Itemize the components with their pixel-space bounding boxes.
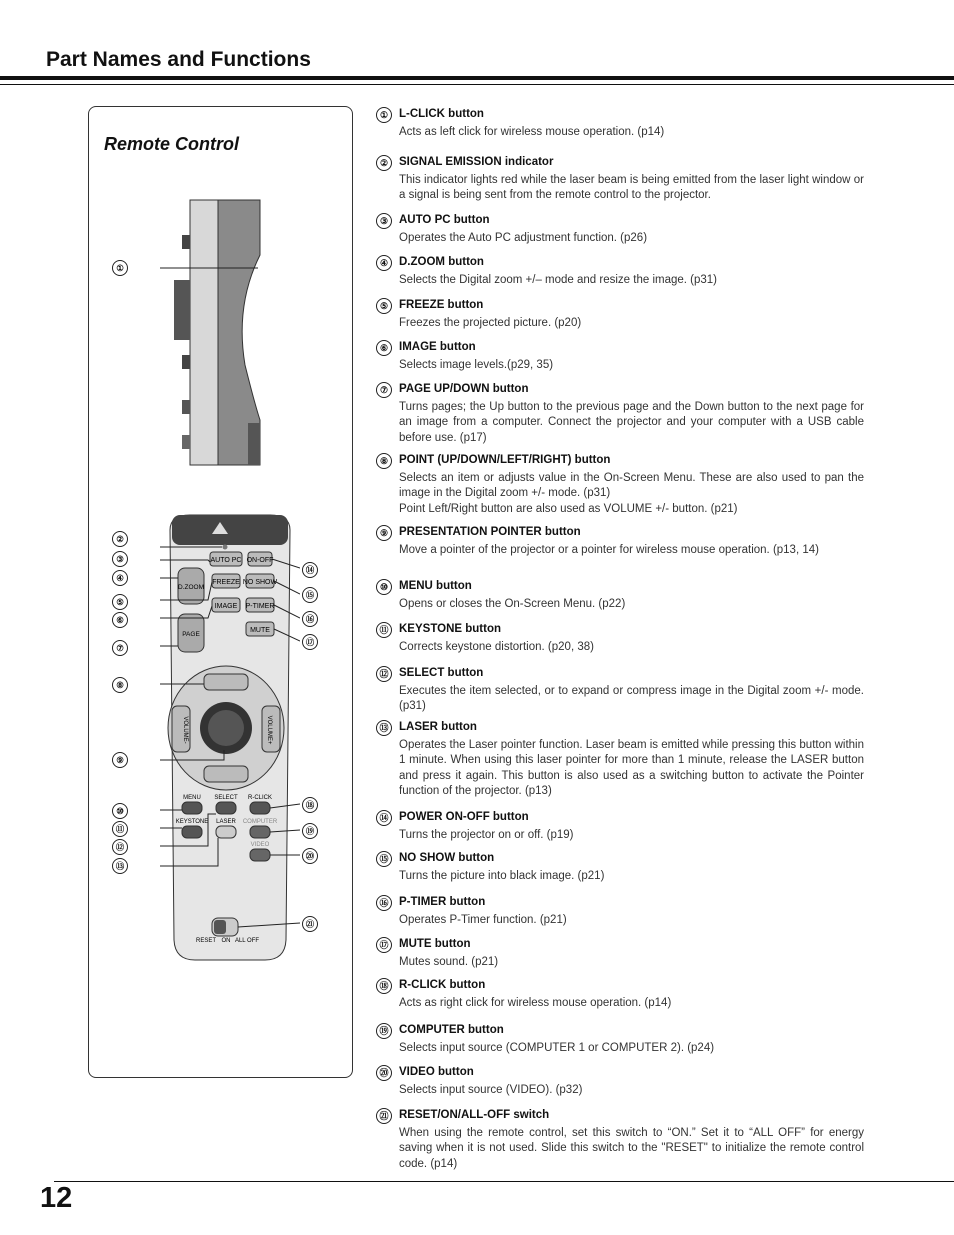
item-description: Freezes the projected picture. (p20) [399, 317, 582, 329]
remote-label-dzoom: D.ZOOM [178, 584, 204, 591]
item-description: Turns pages; the Up button to the previous page and the Down button to the next page for an image from a computer. Connect the projector and your computer with a USB cable before use. (p17) [399, 401, 864, 444]
item-description: Opens or closes the On-Screen Menu. (p22) [399, 598, 626, 610]
callout-1: ① [112, 260, 128, 276]
item-description: This indicator lights red while the laser beam is being emitted from the laser light window or a signal is being sent from the remote control to the projector. [399, 174, 864, 202]
item-number: ⑧ [376, 453, 392, 469]
remote-label-computer: COMPUTER [242, 819, 278, 825]
item-number: ⑥ [376, 340, 392, 356]
item-name: D.ZOOM button [399, 256, 484, 268]
callout-4: ④ [112, 570, 128, 586]
remote-label-volume-plus: VOLUME+ [266, 715, 272, 745]
callout-7: ⑦ [112, 640, 128, 656]
callout-8: ⑧ [112, 677, 128, 693]
remote-label-laser: LASER [216, 819, 236, 825]
callout-6: ⑥ [112, 612, 128, 628]
item-name: R-CLICK button [399, 979, 486, 991]
item-number: ② [376, 155, 392, 171]
panel-title: Remote Control [104, 134, 239, 154]
item-number: ⑨ [376, 525, 392, 541]
remote-label-volume-minus: VOLUME- [182, 716, 188, 744]
item-name: FREEZE button [399, 299, 484, 311]
item-name: COMPUTER button [399, 1024, 504, 1036]
item-name: MENU button [399, 580, 472, 592]
item-description: Mutes sound. (p21) [399, 956, 499, 968]
item-name: PAGE UP/DOWN button [399, 383, 529, 395]
callout-18: ⑱ [302, 797, 318, 813]
item-description: Executes the item selected, or to expand or compress image in the Digital zoom +/- mode. (p31) [399, 685, 864, 713]
item-name: MUTE button [399, 938, 471, 950]
item-name: KEYSTONE button [399, 623, 502, 635]
item-number: ⑩ [376, 579, 392, 595]
remote-label-page: PAGE [182, 631, 200, 638]
remote-label-menu: MENU [183, 795, 201, 801]
callout-10: ⑩ [112, 803, 128, 819]
item-number: ⑱ [376, 978, 392, 994]
remote-label-r-click: R-CLICK [247, 795, 273, 801]
item-name: LASER button [399, 721, 477, 733]
item-number: ⑬ [376, 720, 392, 736]
item-name: SELECT button [399, 667, 484, 679]
item-number: ⑳ [376, 1065, 392, 1081]
callout-12: ⑫ [112, 839, 128, 855]
remote-label-reset: RESET [195, 938, 217, 944]
item-number: ⑪ [376, 622, 392, 638]
item-name: VIDEO button [399, 1066, 474, 1078]
remote-label-no-show: NO SHOW [242, 579, 278, 586]
item-number: ⑭ [376, 810, 392, 826]
item-description: Selects an item or adjusts value in the On-Screen Menu. These are also used to pan the image in the Digital zoom +/- mode. (p31) Point Left/Right button are also used as VOLUME +/- button. (p21) [399, 472, 864, 515]
item-description: Selects input source (COMPUTER 1 or COMPUTER 2). (p24) [399, 1042, 715, 1054]
item-description: Operates P-Timer function. (p21) [399, 914, 567, 926]
item-number: ⑫ [376, 666, 392, 682]
callout-9: ⑨ [112, 752, 128, 768]
remote-label-auto-pc: AUTO PC [210, 557, 242, 564]
item-number: ⑲ [376, 1023, 392, 1039]
item-number: ⑤ [376, 298, 392, 314]
item-description: Operates the Laser pointer function. Laser beam is emitted while pressing this button within 1 minute. When using this laser pointer for more than 1 minute, release the LASER button and press it again. This button is also used as a switching button to activate the Pointer function of the projector. (p13) [399, 739, 864, 798]
item-name: POWER ON-OFF button [399, 811, 529, 823]
item-number: ⑮ [376, 851, 392, 867]
remote-label-on-off: ON-OFF [246, 557, 274, 564]
item-name: PRESENTATION POINTER button [399, 526, 581, 538]
item-description: Move a pointer of the projector or a pointer for wireless mouse operation. (p13, 14) [399, 544, 819, 556]
item-description: Turns the projector on or off. (p19) [399, 829, 574, 841]
callout-19: ⑲ [302, 823, 318, 839]
item-name: POINT (UP/DOWN/LEFT/RIGHT) button [399, 454, 611, 466]
callout-5: ⑤ [112, 594, 128, 610]
item-number: ⑰ [376, 937, 392, 953]
remote-label-image: IMAGE [214, 603, 238, 610]
callout-11: ⑪ [112, 821, 128, 837]
callout-13: ⑬ [112, 858, 128, 874]
callout-17: ⑰ [302, 634, 318, 650]
remote-label-p-timer: P-TIMER [245, 603, 275, 610]
item-description: When using the remote control, set this switch to “ON.” Set it to “ALL OFF” for energy saving when it is not used. Slide this switch to the "RESET" to initialize the remote control code. (p14) [399, 1127, 864, 1170]
item-description: Operates the Auto PC adjustment function. (p26) [399, 232, 648, 244]
page-title: Part Names and Functions [46, 48, 311, 71]
item-number: ⑯ [376, 895, 392, 911]
header-rule-thick [0, 76, 954, 80]
item-number: ④ [376, 255, 392, 271]
remote-label-keystone: KEYSTONE [175, 819, 209, 825]
callout-3: ③ [112, 551, 128, 567]
item-description: Selects the Digital zoom +/– mode and resize the image. (p31) [399, 274, 718, 286]
item-name: NO SHOW button [399, 852, 495, 864]
callout-20: ⑳ [302, 848, 318, 864]
remote-label-video: VIDEO [250, 842, 270, 848]
remote-label-on: ON [221, 938, 231, 944]
remote-label-freeze: FREEZE [212, 579, 240, 586]
item-name: SIGNAL EMISSION indicator [399, 156, 554, 168]
item-description: Acts as left click for wireless mouse operation. (p14) [399, 126, 665, 138]
item-name: P-TIMER button [399, 896, 486, 908]
item-name: L-CLICK button [399, 108, 484, 120]
footer-rule [54, 1181, 954, 1182]
callout-14: ⑭ [302, 562, 318, 578]
item-description: Corrects keystone distortion. (p20, 38) [399, 641, 594, 653]
remote-front-view [160, 510, 300, 965]
item-description: Turns the picture into black image. (p21) [399, 870, 605, 882]
callout-21: ㉑ [302, 916, 318, 932]
item-number: ① [376, 107, 392, 123]
page-number: 12 [40, 1182, 73, 1214]
callout-15: ⑮ [302, 587, 318, 603]
item-number: ⑦ [376, 382, 392, 398]
remote-label-all-off: ALL OFF [234, 938, 260, 944]
remote-label-select: SELECT [214, 795, 238, 801]
header-rule-thin [0, 84, 954, 85]
item-description: Selects image levels.(p29, 35) [399, 359, 554, 371]
remote-side-view [160, 195, 270, 470]
item-description: Acts as right click for wireless mouse operation. (p14) [399, 997, 672, 1009]
callout-2: ② [112, 531, 128, 547]
item-name: AUTO PC button [399, 214, 490, 226]
item-name: RESET/ON/ALL-OFF switch [399, 1109, 550, 1121]
item-number: ③ [376, 213, 392, 229]
item-description: Selects input source (VIDEO). (p32) [399, 1084, 583, 1096]
callout-16: ⑯ [302, 611, 318, 627]
item-number: ㉑ [376, 1108, 392, 1124]
item-name: IMAGE button [399, 341, 476, 353]
remote-label-mute: MUTE [250, 627, 270, 634]
